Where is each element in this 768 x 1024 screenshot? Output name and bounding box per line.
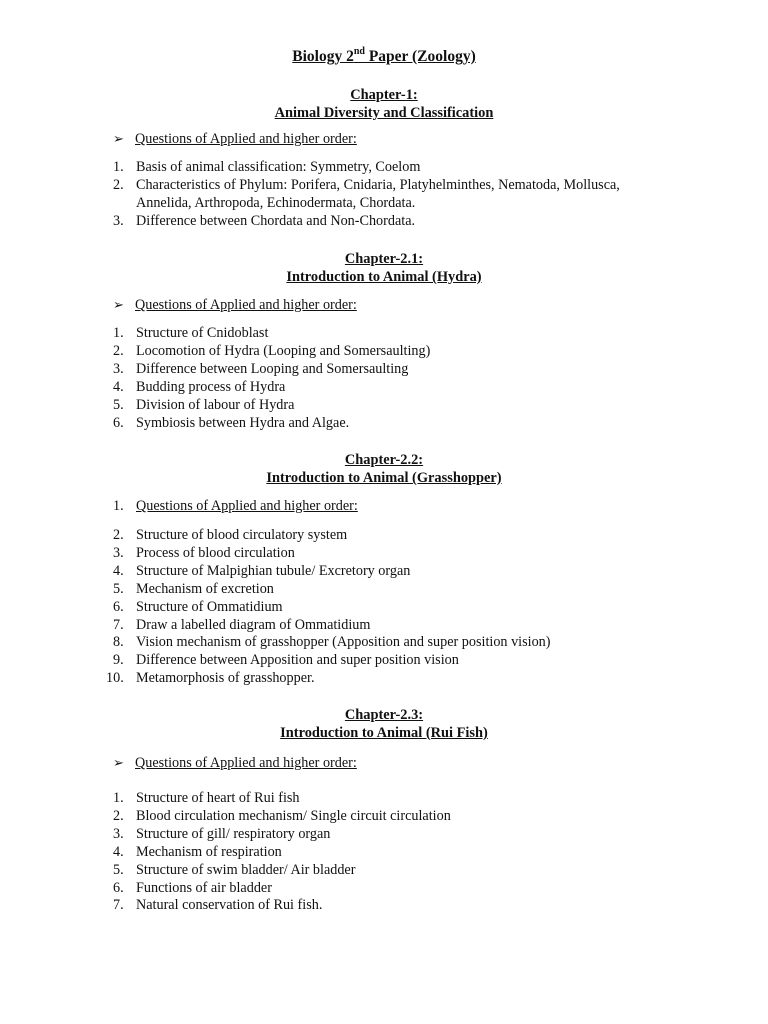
- list-item: 1. Basis of animal classification: Symmetry, Coelom: [113, 159, 421, 175]
- chapter-2-1-subtitle: Introduction to Animal (Hydra): [286, 269, 482, 285]
- chapter-2-3-heading: [0, 706, 768, 742]
- chapter-2-1-question-list: [0, 325, 768, 432]
- list-item: 3. Structure of gill/ respiratory organ: [113, 825, 331, 842]
- chapter-2-1-number: Chapter-2.1:: [344, 251, 424, 267]
- list-item: 10. Metamorphosis of grasshopper.: [106, 670, 315, 687]
- list-item: 2. Locomotion of Hydra (Looping and Somersaulting): [113, 342, 431, 359]
- list-item: 2. Structure of blood circulatory system: [113, 527, 348, 543]
- list-item: 8. Vision mechanism of grasshopper (Apposition and super position vision): [113, 634, 551, 651]
- list-item: 1. Questions of Applied and higher order:: [113, 498, 358, 514]
- chapter-2-1-bullet: ➢ Questions of Applied and higher order:: [113, 297, 357, 313]
- chapter-1-number: Chapter-1:: [350, 87, 418, 103]
- chapter-2-2-subtitle: Introduction to Animal (Grasshopper): [266, 470, 502, 486]
- arrow-bullet-icon: ➢: [113, 756, 124, 771]
- list-item: 7. Natural conservation of Rui fish.: [113, 897, 323, 914]
- list-item: 1. Structure of heart of Rui fish: [113, 790, 300, 806]
- list-item: 5. Mechanism of excretion: [113, 580, 274, 597]
- chapter-2-2-heading: [0, 451, 768, 487]
- chapter-1-heading: [0, 86, 768, 122]
- chapter-2-3-number: Chapter-2.3:: [344, 707, 424, 723]
- list-item: 4. Budding process of Hydra: [113, 378, 286, 395]
- list-item: 6. Symbiosis between Hydra and Algae.: [113, 414, 350, 431]
- list-item: 4. Structure of Malpighian tubule/ Excretory organ: [113, 562, 411, 579]
- list-item: 3. Difference between Looping and Somersaulting: [113, 360, 409, 377]
- arrow-bullet-icon: ➢: [113, 298, 124, 313]
- list-item: 9. Difference between Apposition and super position vision: [113, 652, 459, 669]
- list-item: 5. Division of labour of Hydra: [113, 396, 295, 413]
- chapter-2-3-subtitle: Introduction to Animal (Rui Fish): [280, 725, 488, 741]
- list-item: 6. Structure of Ommatidium: [113, 598, 283, 615]
- chapter-1-question-list: [0, 159, 768, 231]
- list-item: 1. Structure of Cnidoblast: [113, 325, 269, 341]
- list-item: 2. Blood circulation mechanism/ Single circuit circulation: [113, 807, 451, 824]
- list-item: 3. Difference between Chordata and Non-Chordata.: [113, 212, 416, 229]
- chapter-2-3-question-list: [0, 790, 768, 915]
- list-item: 5. Structure of swim bladder/ Air bladder: [113, 861, 356, 878]
- chapter-2-1-heading: [0, 250, 768, 286]
- chapter-1-bullet: ➢ Questions of Applied and higher order:: [113, 131, 357, 147]
- list-item: 3. Process of blood circulation: [113, 544, 295, 561]
- chapter-1-subtitle: Animal Diversity and Classification: [274, 105, 494, 121]
- chapter-2-2-question-list: [0, 527, 768, 688]
- chapter-2-3-bullet: ➢ Questions of Applied and higher order:: [113, 755, 357, 771]
- list-item: 2. Characteristics of Phylum: Porifera, Cnidaria, Platyhelminthes, Nematoda, Mollusca, Annelida, Arthropoda, Echinodermata, Chordata.: [113, 176, 620, 211]
- document-title: Biology 2nd Paper (Zoology): [292, 46, 476, 65]
- chapter-2-2-number: Chapter-2.2:: [344, 452, 424, 468]
- chapter-2-2-header-list: [0, 498, 768, 516]
- list-item: 6. Functions of air bladder: [113, 879, 272, 896]
- arrow-bullet-icon: ➢: [113, 132, 124, 147]
- list-item: 7. Draw a labelled diagram of Ommatidium: [113, 616, 371, 633]
- list-item: 4. Mechanism of respiration: [113, 843, 282, 860]
